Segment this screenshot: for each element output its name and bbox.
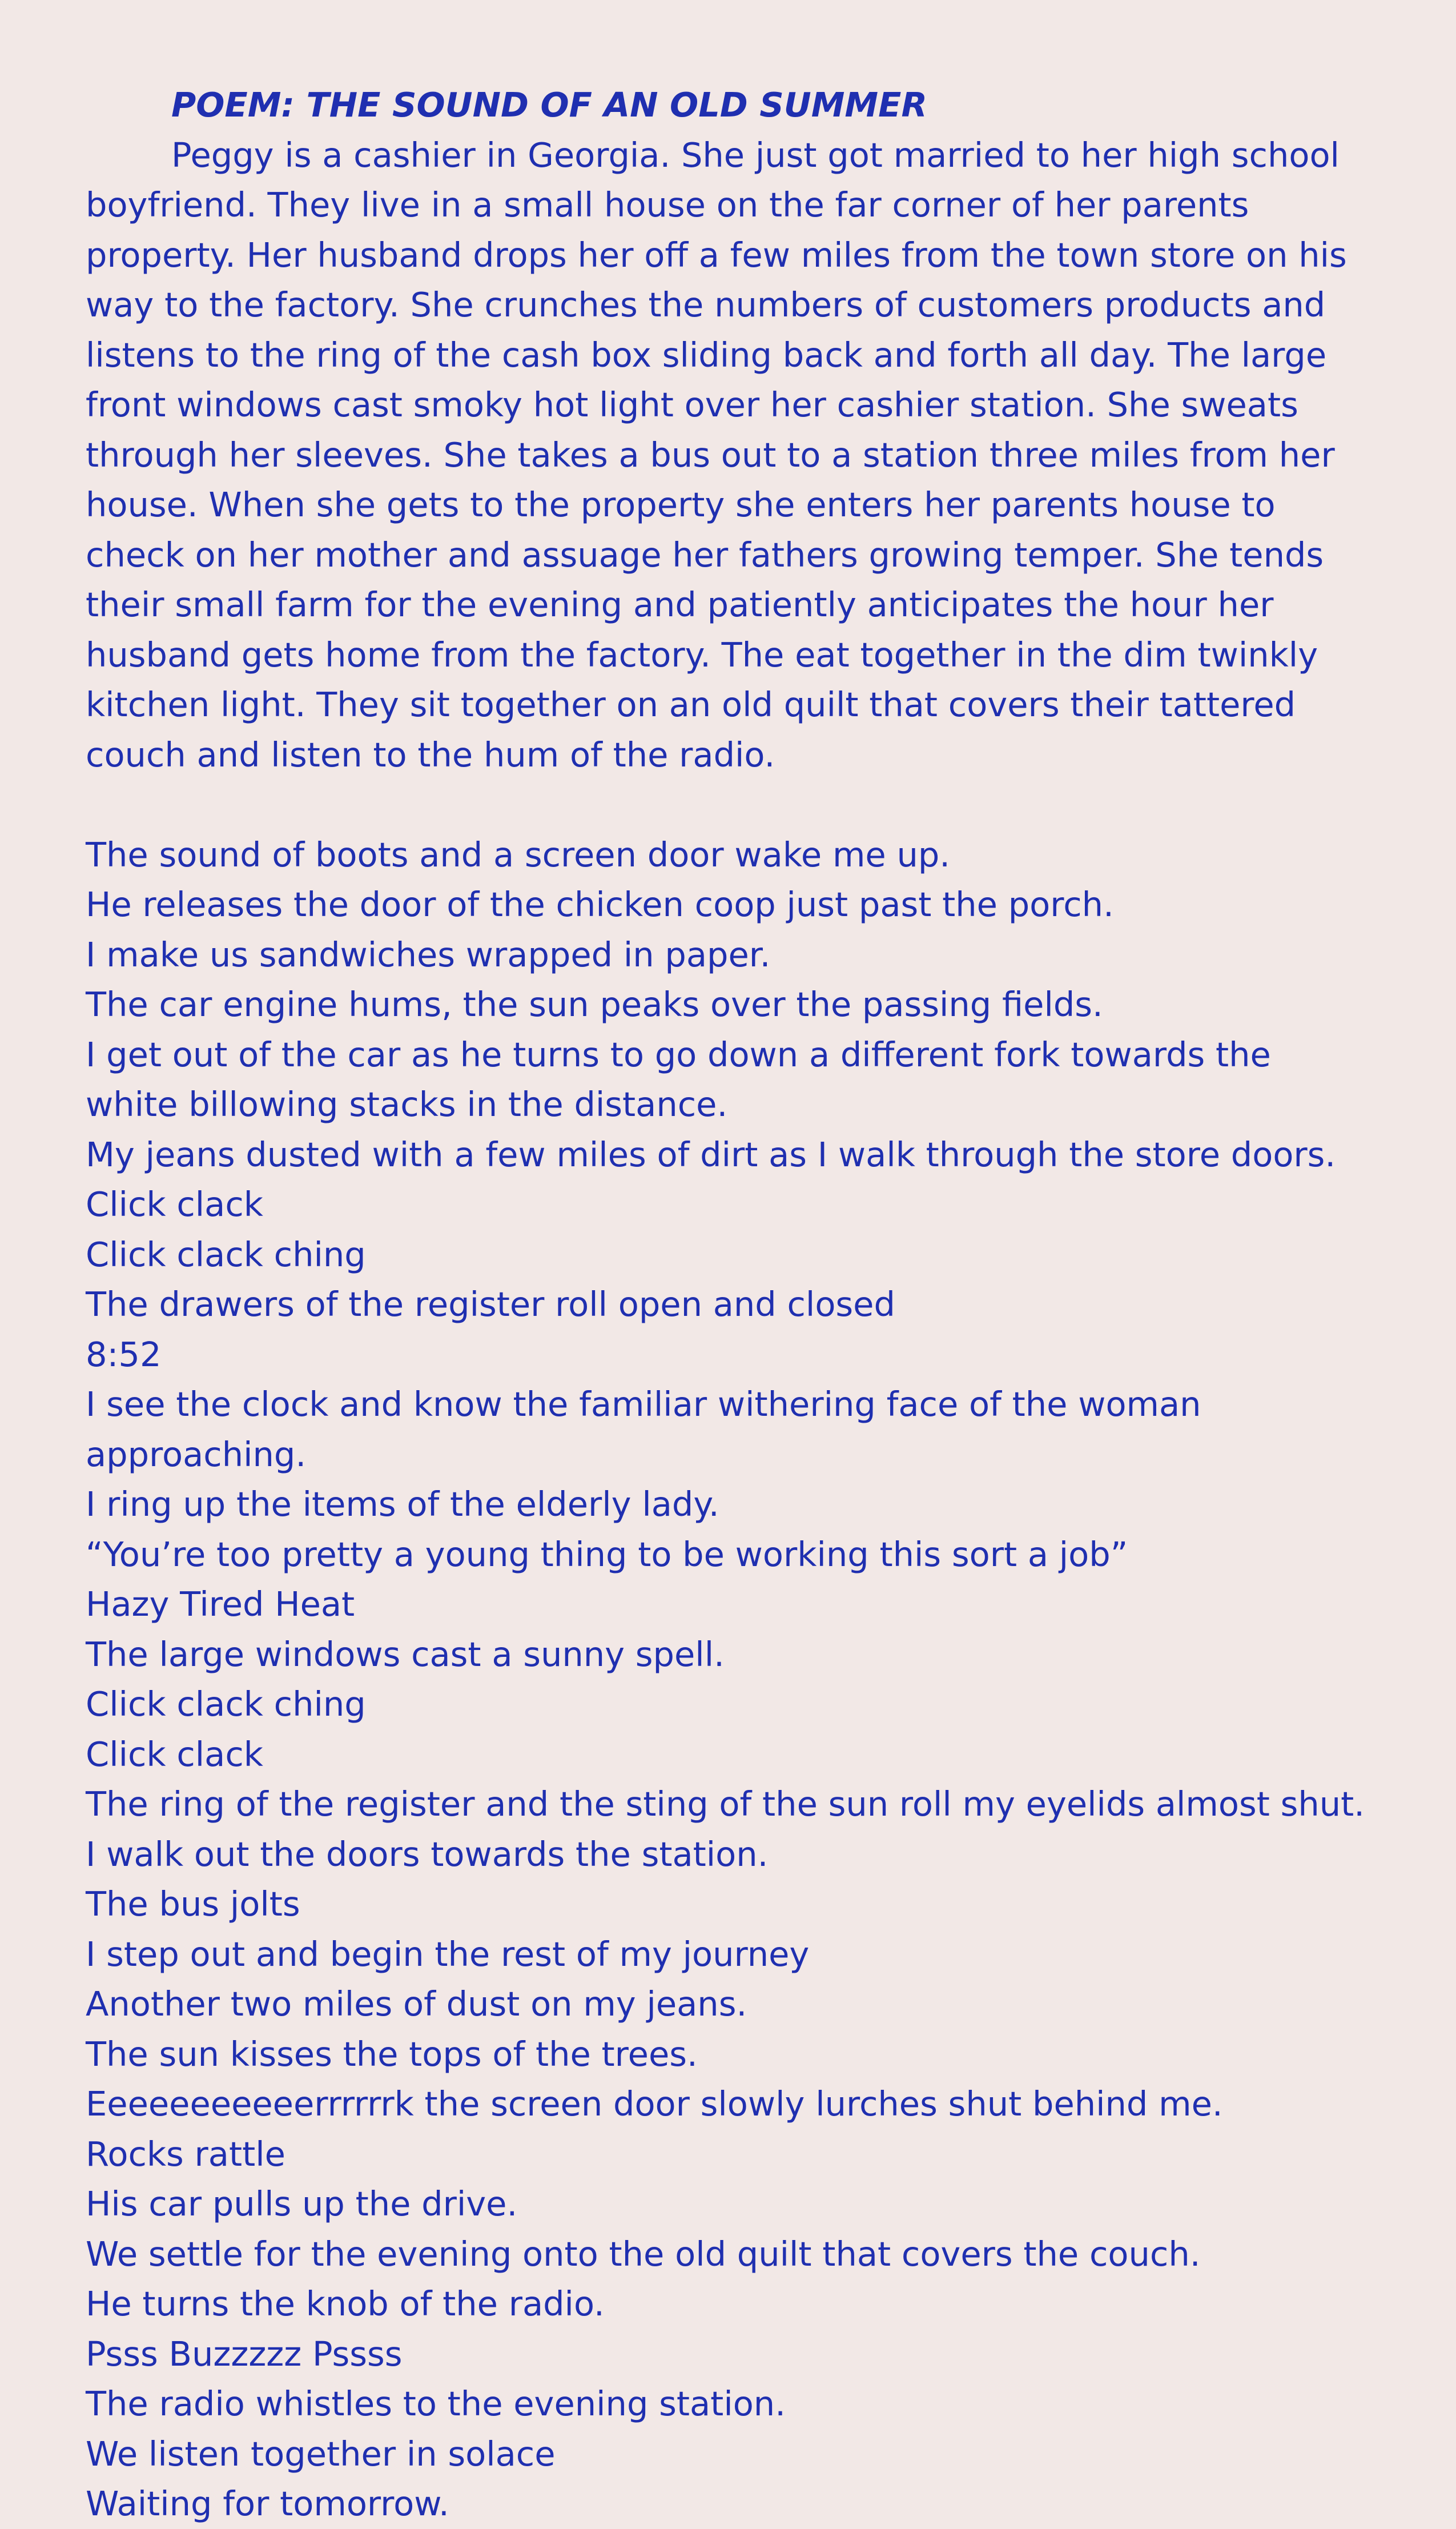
poem-line: The car engine hums, the sun peaks over the passing fields.: [86, 985, 1103, 1024]
poem-line: I step out and begin the rest of my journey: [86, 1934, 810, 1974]
poem-line: The large windows cast a sunny spell.: [86, 1634, 725, 1674]
poem-line: Eeeeeeeeeeerrrrrrk the screen door slowly lurches shut behind me.: [86, 2084, 1223, 2123]
poem-line: He releases the door of the chicken coop just past the porch.: [86, 885, 1114, 924]
poem-line: Click clack ching: [86, 1234, 366, 1274]
poem-line: Hazy Tired Heat: [86, 1584, 355, 1624]
poem-line: 8:52: [86, 1334, 162, 1374]
poem-body: [86, 830, 1370, 2529]
intro-paragraph: Peggy is a cashier in Georgia. She just got married to her high school boyfriend. They live in a small house on the far corner of her parents property. Her husband drops her off a few miles from the town store on his way to the factory. She crunches the numbers of customers products and listens to the ring of the cash box sliding back and forth all day. The large front windows cast smoky hot light over her cashier station. She sweats through her sleeves. She takes a bus out to a station three miles from her house. When she gets to the property she enters her parents house to check on her mother and assuage her fathers growing temper. She tends their small farm for the evening and patiently anticipates the hour her husband gets home from the factory. The eat together in the dim twinkly kitchen light. They sit together on an old quilt that covers their tattered couch and listen to the hum of the radio.: [86, 135, 1347, 774]
poem-line: I make us sandwiches wrapped in paper.: [86, 934, 771, 974]
poem-line: He turns the knob of the radio.: [86, 2284, 605, 2323]
stanza-spacer: [86, 780, 1370, 830]
poem-line: Psss Buzzzzz Pssss: [86, 2334, 403, 2374]
poem-line: Rocks rattle: [86, 2134, 285, 2174]
poem-line: Click clack: [86, 1185, 263, 1224]
document-page: [86, 80, 1370, 2529]
poem-line: We listen together in solace: [86, 2434, 556, 2474]
poem-line: The bus jolts: [86, 1884, 300, 1924]
poem-line: “You’re too pretty a young thing to be working this sort a job”: [86, 1534, 1128, 1574]
poem-line: Click clack: [86, 1734, 263, 1774]
poem-line: Another two miles of dust on my jeans.: [86, 1984, 747, 2024]
poem-line: Waiting for tomorrow.: [86, 2484, 449, 2523]
poem-line: I see the clock and know the familiar withering face of the woman approaching.: [86, 1384, 1201, 1474]
poem-line: The radio whistles to the evening station.: [86, 2384, 786, 2423]
poem-line: I get out of the car as he turns to go down a different fork towards the white billowing stacks in the distance.: [86, 1034, 1271, 1124]
poem-line: I ring up the items of the elderly lady.: [86, 1484, 719, 1524]
poem-line: My jeans dusted with a few miles of dirt as I walk through the store doors.: [86, 1134, 1336, 1174]
poem-line: The sun kisses the tops of the trees.: [86, 2034, 698, 2074]
poem-line: The sound of boots and a screen door wake me up.: [86, 834, 951, 874]
poem-title: POEM: THE SOUND OF AN OLD SUMMER: [171, 85, 927, 125]
poem-line: The drawers of the register roll open and closed: [86, 1284, 895, 1324]
poem-line: Click clack ching: [86, 1684, 366, 1724]
poem-line: I walk out the doors towards the station.: [86, 1834, 769, 1874]
poem-line: The ring of the register and the sting of the sun roll my eyelids almost shut.: [86, 1784, 1365, 1824]
poem-line: We settle for the evening onto the old quilt that covers the couch.: [86, 2234, 1201, 2274]
poem-line: His car pulls up the drive.: [86, 2184, 518, 2223]
